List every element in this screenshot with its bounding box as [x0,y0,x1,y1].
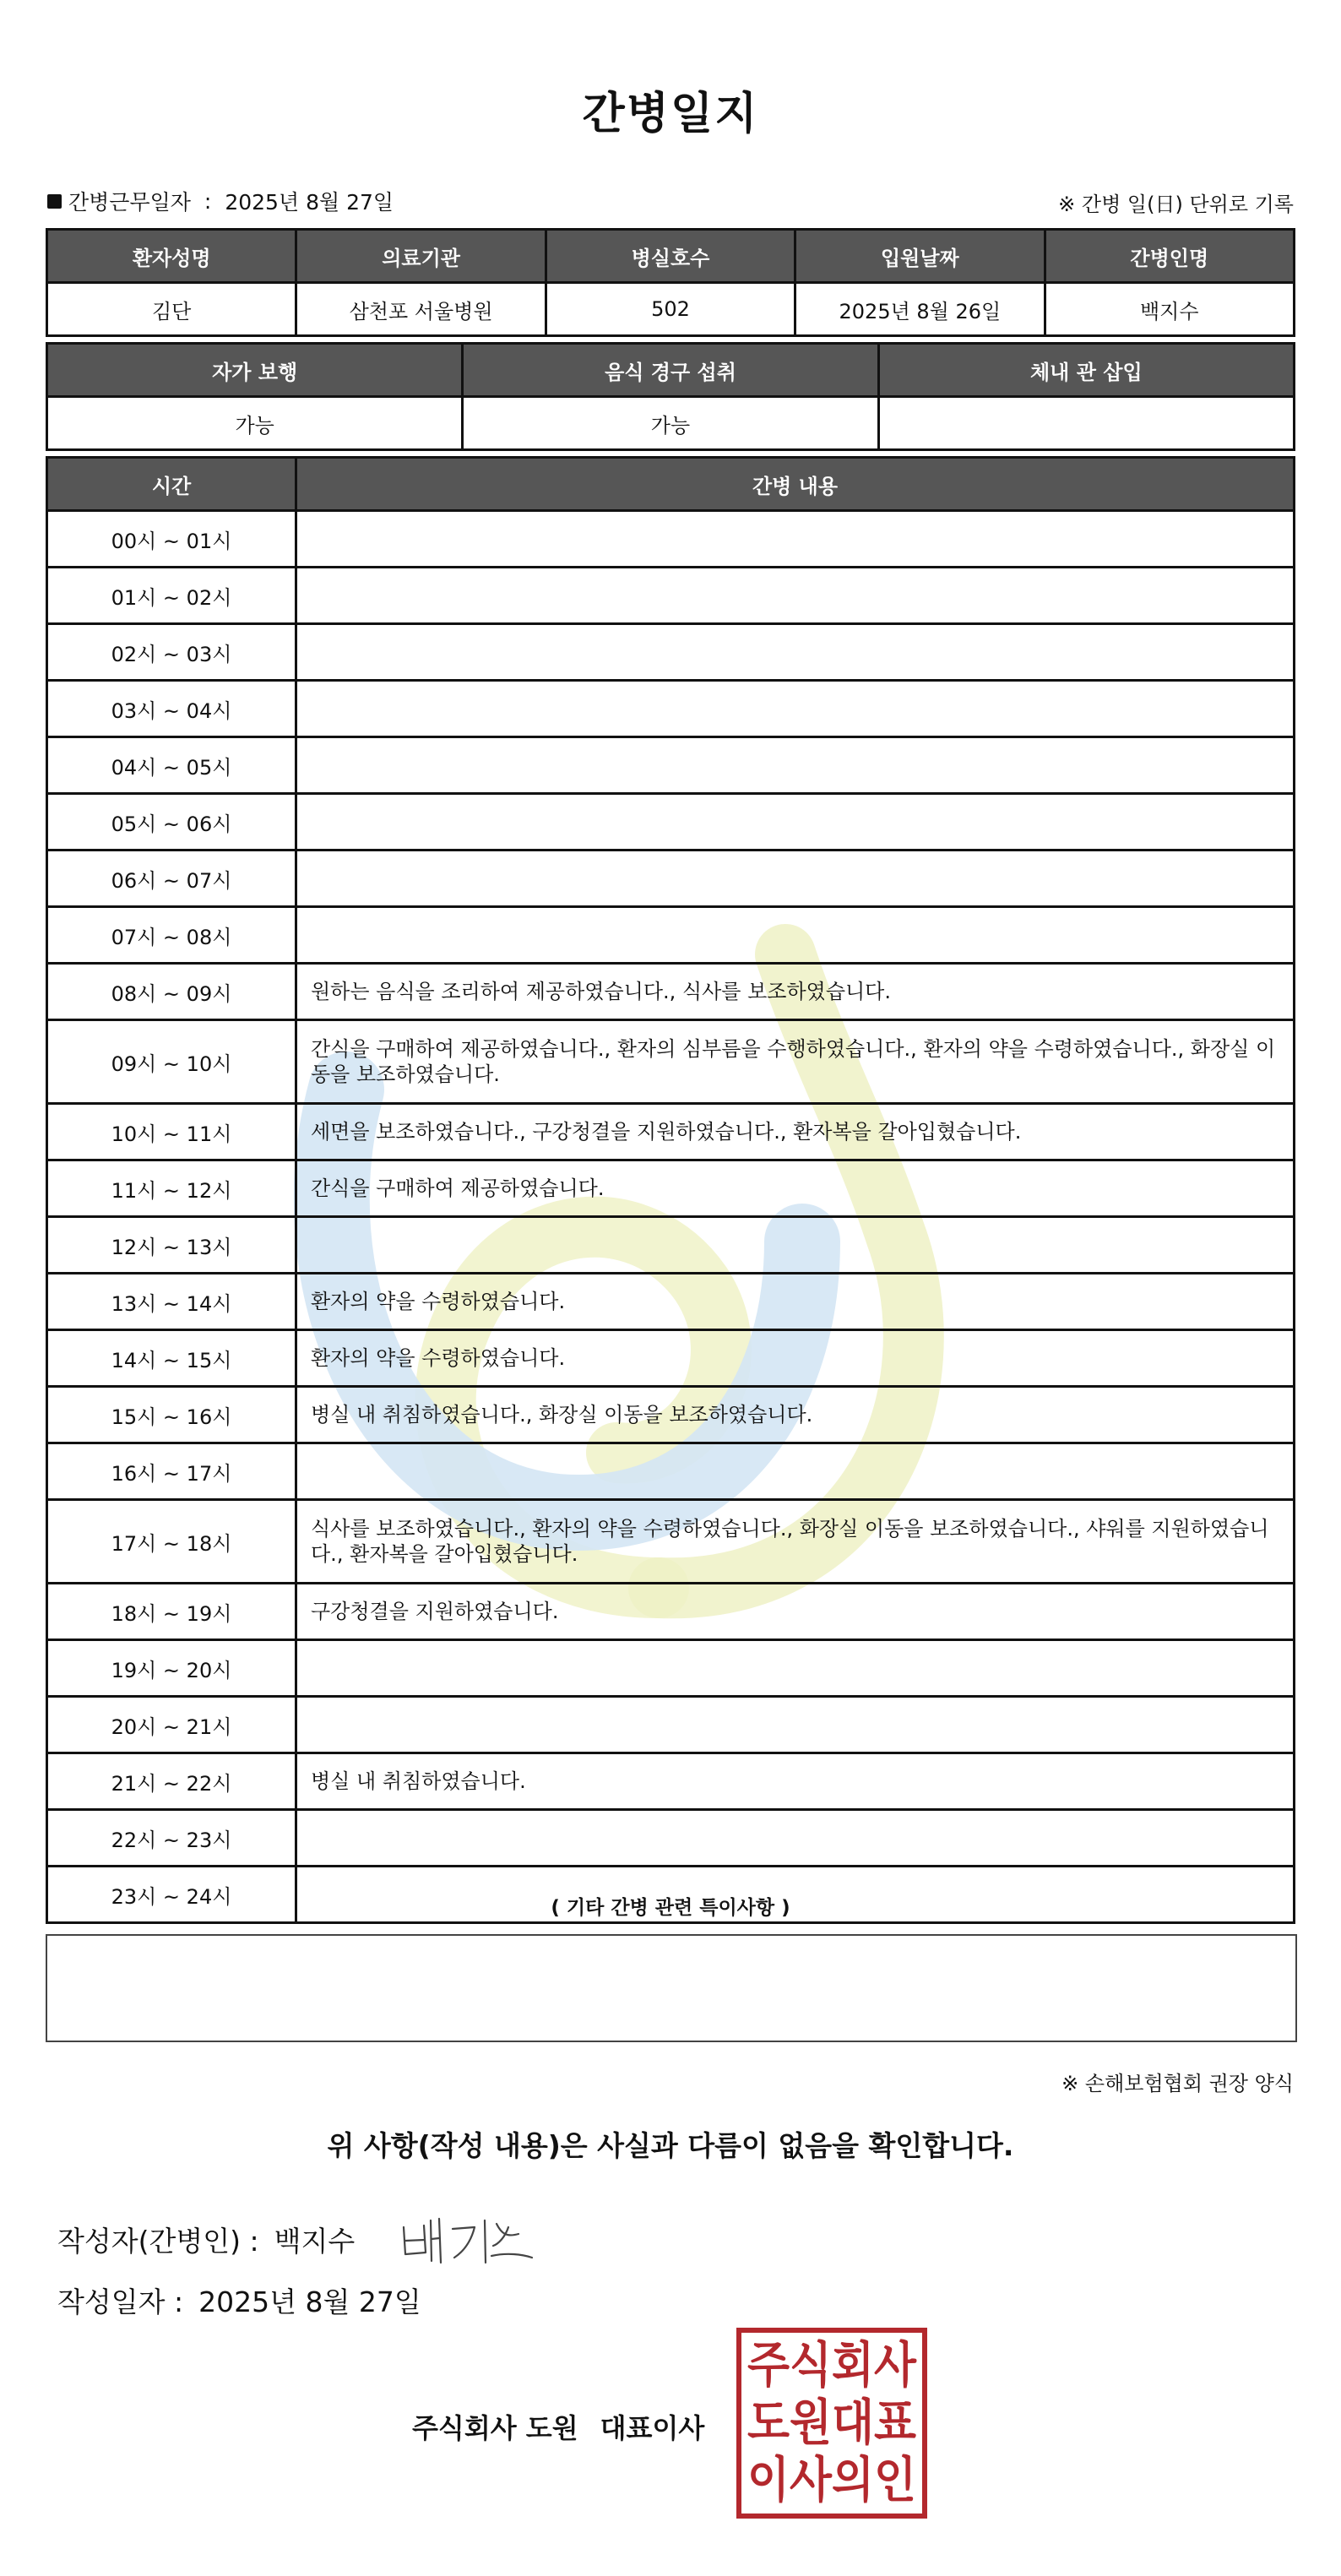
time-cell: 18시 ~ 19시 [47,1584,296,1640]
handwritten-signature [397,2209,540,2269]
header-institution: 의료기관 [296,230,546,283]
writer-line [57,2220,355,2259]
table-row [47,568,1295,624]
header-self-walking: 자가 보행 [47,344,463,397]
time-cell: 16시 ~ 17시 [47,1443,296,1500]
unit-note: ※ 간병 일(日) 단위로 기록 [1058,193,1294,216]
header-room-number: 병실호수 [546,230,795,283]
time-cell: 07시 ~ 08시 [47,907,296,964]
table-row [47,1584,1295,1640]
table-row [47,1810,1295,1867]
header-caregiver-name: 간병인명 [1045,230,1294,283]
table-row [47,737,1295,794]
table-row [47,511,1295,568]
table-row [47,1104,1295,1160]
header-tube-insertion: 체내 관 삽입 [878,344,1294,397]
time-cell: 00시 ~ 01시 [47,511,296,568]
care-content-cell: 환자의 약을 수령하였습니다. [296,1330,1295,1387]
time-cell: 22시 ~ 23시 [47,1810,296,1867]
care-content-cell [296,568,1295,624]
care-content-cell [296,907,1295,964]
work-date-label: 간병근무일자 [68,190,191,215]
time-cell: 05시 ~ 06시 [47,794,296,851]
company-name: 주식회사 도원 [412,2412,578,2444]
time-cell: 13시 ~ 14시 [47,1274,296,1330]
time-cell: 23시 ~ 24시 [47,1867,296,1923]
time-cell: 17시 ~ 18시 [47,1500,296,1584]
admission-date-cell: 2025년 8월 26일 [795,283,1045,336]
confirmation-statement: 위 사항(작성 내용)은 사실과 다름이 없음을 확인합니다. [327,2129,1014,2162]
patient-name-cell: 김단 [47,283,296,336]
time-cell: 19시 ~ 20시 [47,1640,296,1697]
time-cell: 02시 ~ 03시 [47,624,296,681]
bullet-square-icon [47,194,62,209]
care-content-cell [296,737,1295,794]
time-cell: 11시 ~ 12시 [47,1160,296,1217]
document-title: 간병일지 [582,89,759,139]
care-content-cell [296,851,1295,907]
care-content-cell [296,1443,1295,1500]
recommendation-note: ※ 손해보험협회 권장 양식 [1061,2072,1294,2095]
care-content-cell [296,794,1295,851]
header-time: 시간 [47,458,296,511]
company-line [412,2407,704,2446]
company-seal-stamp [736,2328,927,2519]
care-content-cell: 환자의 약을 수령하였습니다. [296,1274,1295,1330]
table-row [47,1753,1295,1810]
table-row [47,1217,1295,1274]
self-walking-cell: 가능 [47,397,463,450]
patient-status-table [46,342,1295,451]
work-date-line [47,186,394,216]
patient-info-table [46,228,1295,337]
care-content-cell: 병실 내 취침하였습니다. [296,1753,1295,1810]
table-row [47,1387,1295,1443]
time-cell: 06시 ~ 07시 [47,851,296,907]
time-cell: 20시 ~ 21시 [47,1697,296,1753]
care-content-cell: 병실 내 취침하였습니다., 화장실 이동을 보조하였습니다. [296,1387,1295,1443]
seal-text-line: 이사의인 [747,2451,916,2508]
care-content-cell [296,1217,1295,1274]
care-content-cell: 식사를 보조하였습니다., 환자의 약을 수령하였습니다., 화장실 이동을 보조하였습니다., 샤워를 지원하였습니다., 환자복을 갈아입혔습니다. [296,1500,1295,1584]
table-row [47,681,1295,737]
notes-box [46,1934,1297,2042]
time-cell: 09시 ~ 10시 [47,1020,296,1104]
care-content-cell: 간식을 구매하여 제공하였습니다. [296,1160,1295,1217]
care-log-table [46,456,1295,1924]
care-content-cell: 세면을 보조하였습니다., 구강청결을 지원하였습니다., 환자복을 갈아입혔습니다. [296,1104,1295,1160]
table-row [47,1020,1295,1104]
oral-intake-cell: 가능 [463,397,878,450]
time-cell: 14시 ~ 15시 [47,1330,296,1387]
writer-name: 백지수 [274,2225,356,2258]
time-cell: 01시 ~ 02시 [47,568,296,624]
institution-cell: 삼천포 서울병원 [296,283,546,336]
care-log-body [47,511,1295,1923]
ceo-title: 대표이사 [600,2412,705,2444]
table-row [47,1274,1295,1330]
time-cell: 03시 ~ 04시 [47,681,296,737]
table-row [47,1640,1295,1697]
care-content-cell: 간식을 구매하여 제공하였습니다., 환자의 심부름을 수행하였습니다., 환자의 약을 수령하였습니다., 화장실 이동을 보조하였습니다. [296,1020,1295,1104]
header-patient-name: 환자성명 [47,230,296,283]
caregiver-name-cell: 백지수 [1045,283,1294,336]
time-cell: 04시 ~ 05시 [47,737,296,794]
seal-text-line: 도원대표 [747,2394,916,2451]
header-care-content: 간병 내용 [296,458,1295,511]
table-row [47,1500,1295,1584]
notes-title: ( 기타 간병 관련 특이사항 ) [551,1897,790,1919]
table-row [47,964,1295,1020]
writer-label: 작성자(간병인) : [57,2225,259,2258]
time-cell: 21시 ~ 22시 [47,1753,296,1810]
table-row [47,624,1295,681]
care-content-cell [296,511,1295,568]
table-row [47,1160,1295,1217]
time-cell: 12시 ~ 13시 [47,1217,296,1274]
care-content-cell [296,681,1295,737]
table-row [47,794,1295,851]
table-row [47,907,1295,964]
written-date-label: 작성일자 : [57,2285,184,2318]
table-row [47,851,1295,907]
care-content-cell [296,624,1295,681]
time-cell: 10시 ~ 11시 [47,1104,296,1160]
seal-text-line: 주식회사 [747,2336,917,2394]
work-date-separator: : [204,188,212,214]
header-oral-intake: 음식 경구 섭취 [463,344,878,397]
written-date-value: 2025년 8월 27일 [198,2285,421,2318]
table-row [47,1443,1295,1500]
table-row [47,1697,1295,1753]
room-number-cell: 502 [546,283,795,336]
work-date-value: 2025년 8월 27일 [225,190,394,215]
written-date-line [57,2280,421,2320]
care-content-cell [296,1697,1295,1753]
care-content-cell: 구강청결을 지원하였습니다. [296,1584,1295,1640]
care-content-cell [296,1640,1295,1697]
care-content-cell [296,1810,1295,1867]
care-content-cell: 원하는 음식을 조리하여 제공하였습니다., 식사를 보조하였습니다. [296,964,1295,1020]
table-row [47,1330,1295,1387]
header-admission-date: 입원날짜 [795,230,1045,283]
time-cell: 15시 ~ 16시 [47,1387,296,1443]
time-cell: 08시 ~ 09시 [47,964,296,1020]
tube-insertion-cell [878,397,1294,450]
